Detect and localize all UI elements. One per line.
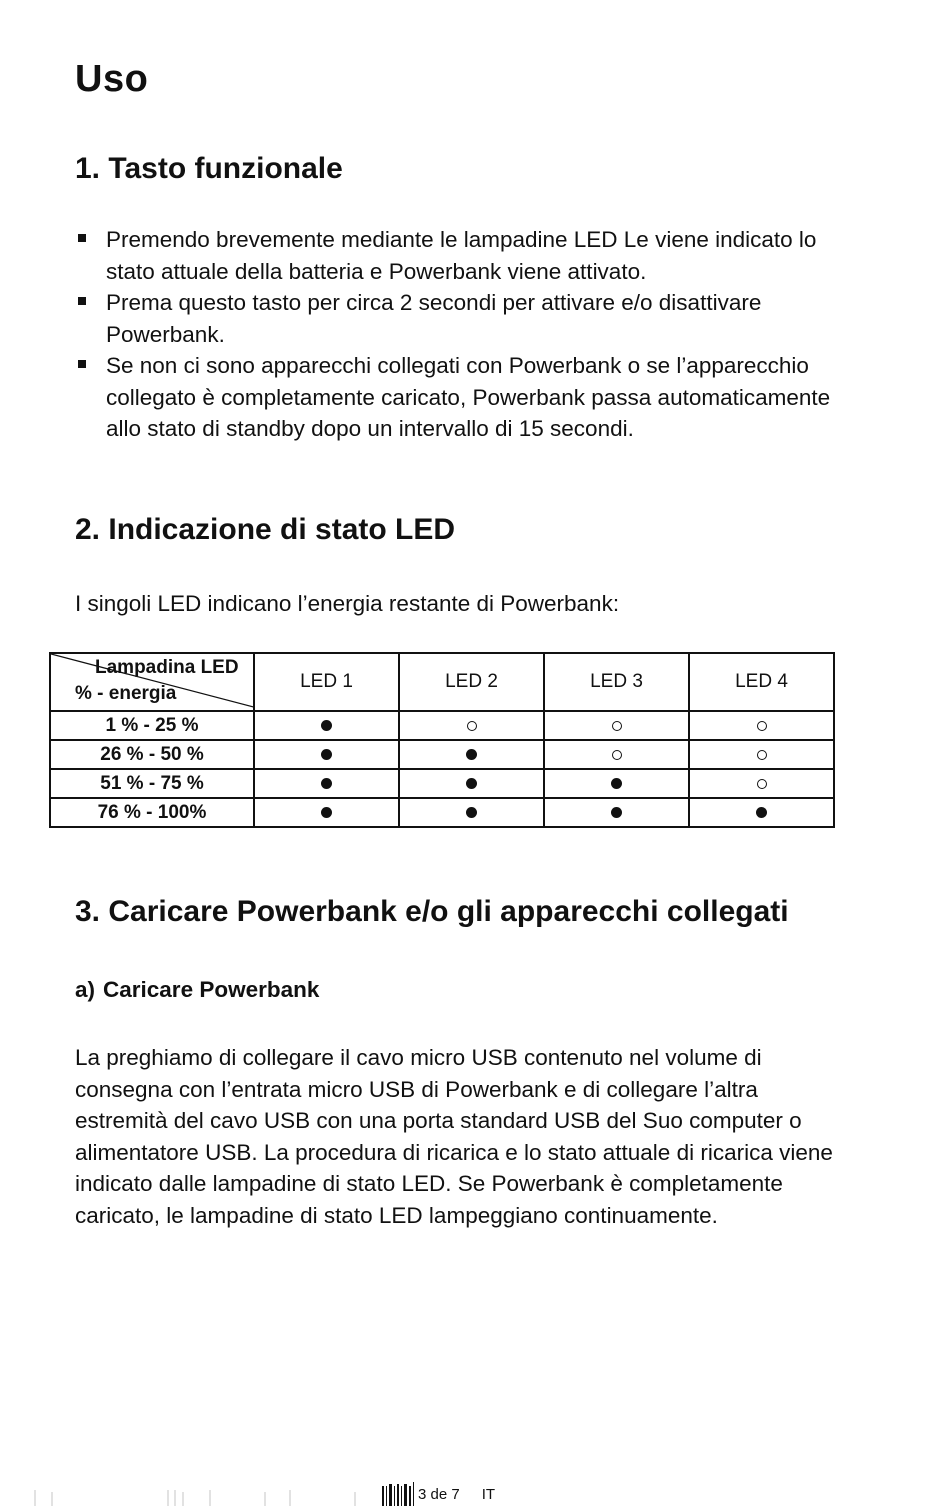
led-on-icon: [611, 778, 622, 789]
section-1-heading: 1. Tasto funzionale: [75, 152, 343, 185]
section-2-heading: 2. Indicazione di stato LED: [75, 513, 456, 546]
led-cell: [544, 798, 689, 827]
led-cell: [544, 711, 689, 740]
page-number: 3 de 7: [418, 1485, 460, 1503]
led-off-icon: [757, 779, 767, 789]
table-row: [50, 711, 834, 740]
list-item-text: Premendo brevemente mediante le lampadine LED Le viene indicato lo stato attuale della batteria e Powerbank viene attivato.: [106, 227, 817, 284]
corner-label-energy: % - energia: [75, 683, 177, 704]
function-key-list: [75, 224, 835, 445]
led-off-icon: [612, 721, 622, 731]
led-cell: [544, 740, 689, 769]
scan-edge-marks: [0, 1485, 950, 1508]
led-on-icon: [466, 778, 477, 789]
language-code: IT: [481, 1485, 496, 1503]
list-item-text: Se non ci sono apparecchi collegati con Powerbank o se l’apparecchio collegato è completamente caricato, Powerbank passa automaticamente allo stato di standby dopo un intervallo di 15 secondi.: [106, 353, 831, 441]
led-on-icon: [321, 749, 332, 760]
bullet-square-icon: [78, 360, 86, 368]
energy-range-cell: 26 % - 50 %: [50, 740, 254, 769]
led-on-icon: [611, 807, 622, 818]
led-cell: [689, 798, 834, 827]
led-cell: [399, 740, 544, 769]
led-cell: [254, 769, 399, 798]
column-header: LED 4: [689, 653, 834, 711]
led-on-icon: [321, 807, 332, 818]
column-header: LED 1: [254, 653, 399, 711]
led-off-icon: [612, 750, 622, 760]
led-on-icon: [321, 720, 332, 731]
led-cell: [254, 740, 399, 769]
subsection-title: Caricare Powerbank: [103, 977, 320, 1002]
led-cell: [689, 769, 834, 798]
table-corner-cell: [50, 653, 254, 711]
subsection-prefix: a): [75, 977, 96, 1002]
led-cell: [544, 769, 689, 798]
table-row: [50, 740, 834, 769]
led-off-icon: [467, 721, 477, 731]
led-cell: [254, 711, 399, 740]
led-on-icon: [756, 807, 767, 818]
led-off-icon: [757, 721, 767, 731]
table-row: [50, 798, 834, 827]
subsection-heading: [75, 977, 319, 1003]
bullet-square-icon: [78, 234, 86, 242]
table-row: [50, 769, 834, 798]
column-header: LED 3: [544, 653, 689, 711]
led-intro-text: I singoli LED indicano l’energia restante di Powerbank:: [75, 591, 620, 616]
list-item-text: Prema questo tasto per circa 2 secondi per attivare e/o disattivare Powerbank.: [106, 290, 762, 347]
page-title: Uso: [75, 58, 149, 100]
list-item: [75, 224, 835, 287]
led-cell: [689, 711, 834, 740]
led-off-icon: [757, 750, 767, 760]
led-table-body: [50, 711, 834, 827]
charging-instructions-text: La preghiamo di collegare il cavo micro USB contenuto nel volume di consegna con l’entrata micro USB di Powerbank e di collegare l’altra estremità del cavo USB con una porta standard USB del Suo computer o alimentatore USB. La procedura di ricarica e lo stato attuale di ricarica viene indicato dalle lampadine di stato LED. Se Powerbank è completamente caricato, le lampadine di stato LED lampeggiano continuamente.: [75, 1045, 833, 1228]
led-status-table: [49, 652, 835, 828]
corner-label-led: Lampadina LED: [95, 657, 239, 678]
energy-range-cell: 51 % - 75 %: [50, 769, 254, 798]
section-3-heading: 3. Caricare Powerbank e/o gli apparecchi collegati: [75, 895, 789, 928]
list-item: [75, 350, 835, 445]
energy-range-cell: 1 % - 25 %: [50, 711, 254, 740]
energy-range-cell: 76 % - 100%: [50, 798, 254, 827]
column-header: LED 2: [399, 653, 544, 711]
led-on-icon: [466, 749, 477, 760]
led-on-icon: [466, 807, 477, 818]
list-item: [75, 287, 835, 350]
table-header-row: [50, 653, 834, 711]
led-cell: [399, 798, 544, 827]
led-cell: [399, 769, 544, 798]
bullet-square-icon: [78, 297, 86, 305]
led-on-icon: [321, 778, 332, 789]
led-cell: [399, 711, 544, 740]
led-cell: [254, 798, 399, 827]
led-cell: [689, 740, 834, 769]
